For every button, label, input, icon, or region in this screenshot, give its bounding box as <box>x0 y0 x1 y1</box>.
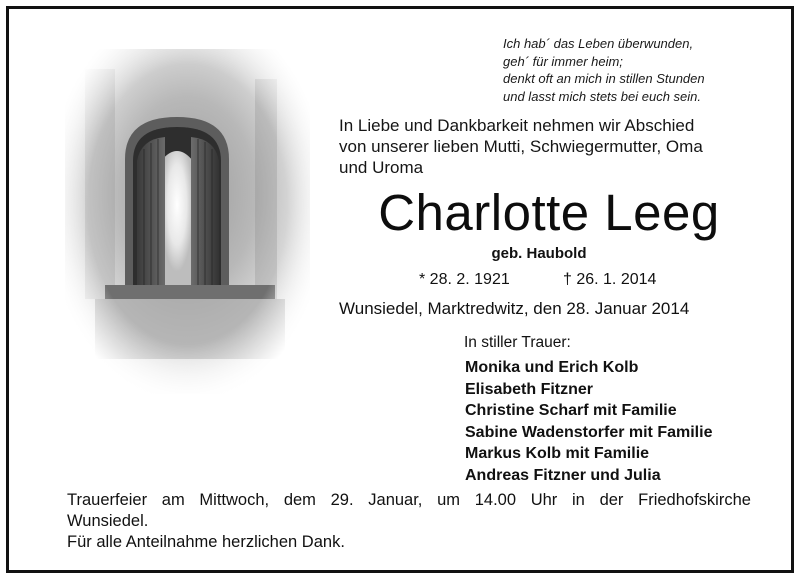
poem-line: Ich hab´ das Leben überwunden, <box>503 36 694 51</box>
obituary-frame <box>6 6 794 573</box>
funeral-word: Friedhofskirche <box>638 491 751 509</box>
funeral-line: Wunsiedel. <box>67 512 149 530</box>
poem <box>503 35 705 105</box>
mourners-list <box>465 357 712 486</box>
deceased-name: Charlotte Leeg <box>378 184 720 241</box>
mourner-name: Monika und Erich Kolb <box>465 359 639 376</box>
funeral-word: Trauerfeier <box>67 491 148 509</box>
mourner-name: Christine Scharf mit Familie <box>465 402 677 419</box>
funeral-notice <box>67 490 751 532</box>
thanks-text: Für alle Anteilnahme herzlichen Dank. <box>67 533 345 551</box>
poem-line: denkt oft an mich in stillen Stunden <box>503 71 705 86</box>
arched-door-image <box>65 49 310 394</box>
funeral-word: in <box>572 491 585 509</box>
funeral-word: Januar, <box>368 491 423 509</box>
intro-line: In Liebe und Dankbarkeit nehmen wir Abschied <box>339 116 695 135</box>
funeral-word: Mittwoch, <box>199 491 270 509</box>
birth-date: * 28. 2. 1921 <box>419 271 510 288</box>
mourning-label: In stiller Trauer: <box>464 334 571 351</box>
poem-line: und lasst mich stets bei euch sein. <box>503 88 701 104</box>
death-date: † 26. 1. 2014 <box>563 271 657 288</box>
place-and-date: Wunsiedel, Marktredwitz, den 28. Januar 2014 <box>339 299 690 318</box>
mourner-name: Andreas Fitzner und Julia <box>465 466 661 484</box>
mourner-name: Markus Kolb mit Familie <box>465 445 650 462</box>
born-name: geb. Haubold <box>491 245 587 262</box>
funeral-line <box>67 490 751 511</box>
mourner-name: Elisabeth Fitzner <box>465 380 594 398</box>
poem-line: geh´ für immer heim; <box>503 53 623 69</box>
intro-line: und Uroma <box>339 158 424 177</box>
funeral-word: dem <box>283 491 316 509</box>
funeral-word: der <box>599 491 624 509</box>
funeral-word: Uhr <box>530 491 558 509</box>
funeral-word: um <box>437 491 461 509</box>
intro-line: von unserer lieben Mutti, Schwiegermutter, Oma <box>339 137 703 156</box>
intro-text <box>339 115 759 178</box>
funeral-word: 29. <box>330 491 354 509</box>
mourner-name: Sabine Wadenstorfer mit Familie <box>465 423 713 441</box>
funeral-word: am <box>161 491 185 509</box>
funeral-word: 14.00 <box>474 491 517 509</box>
